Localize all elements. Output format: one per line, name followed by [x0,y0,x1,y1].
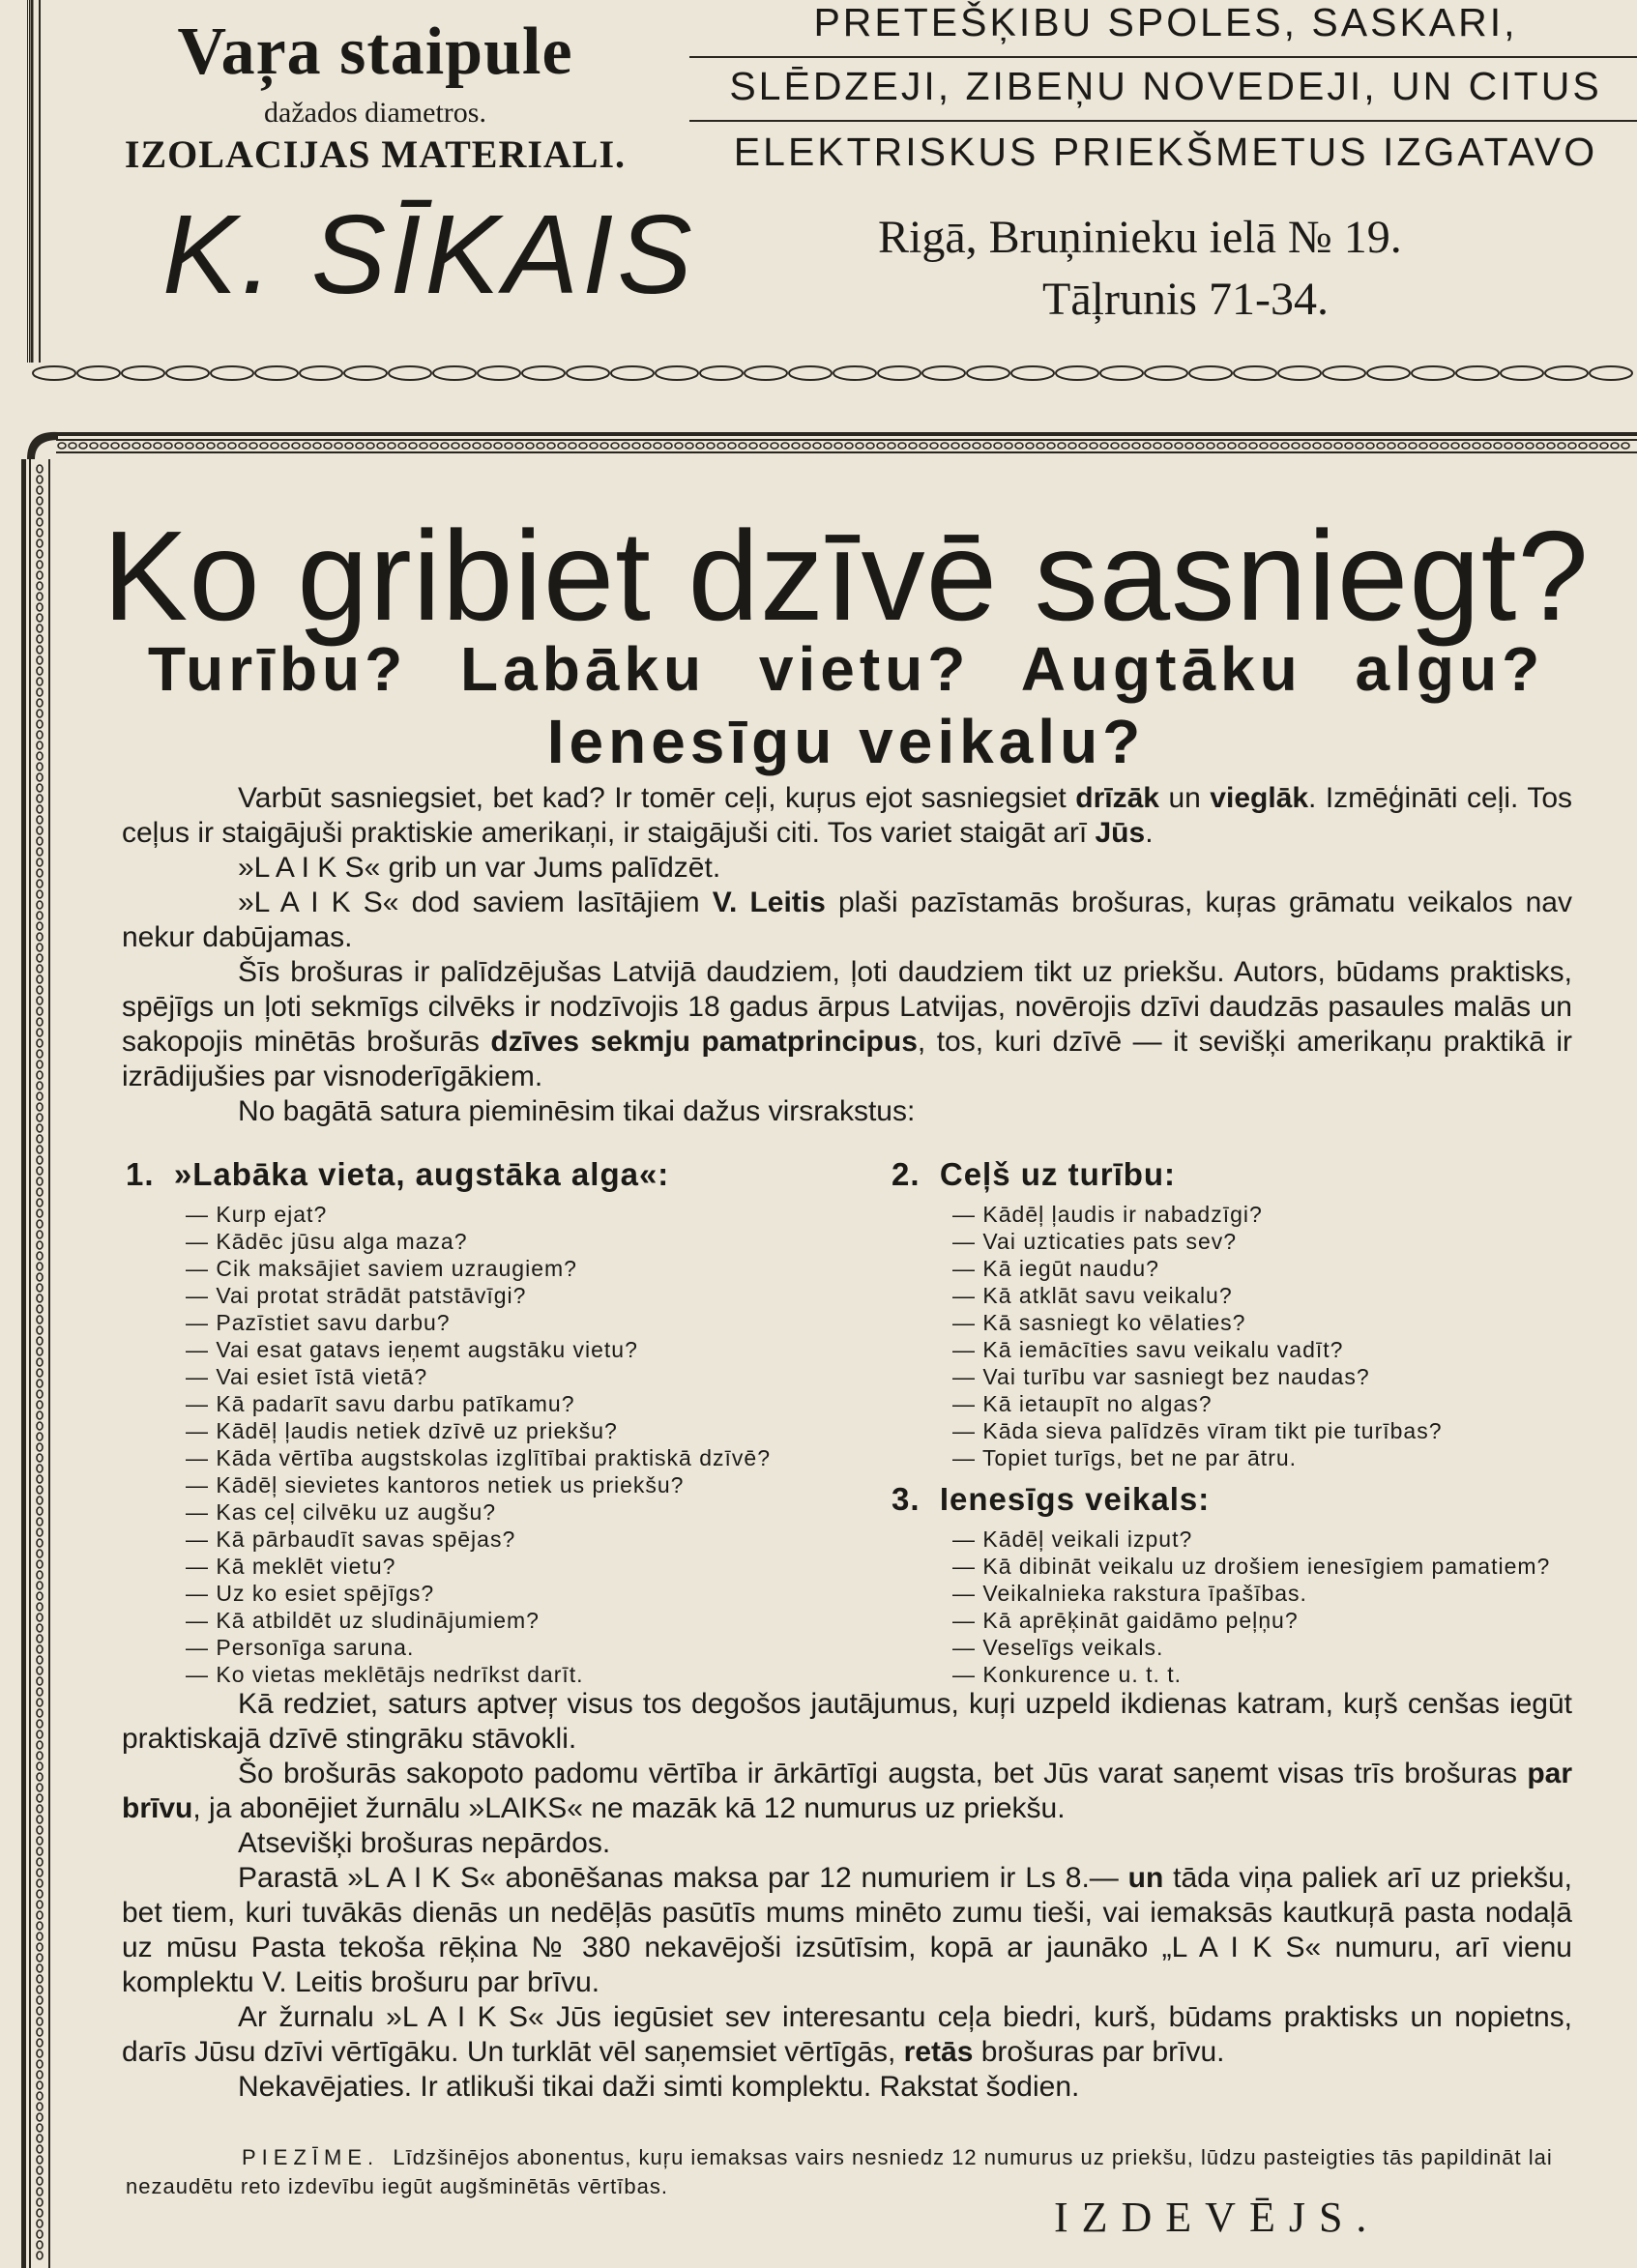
list-item: — Vai protat strādāt patstāvīgi? [186,1282,771,1309]
note-label: PIEZĪME. [242,2145,380,2169]
list-item: — Cik maksājiet saviem uzraugiem? [186,1255,771,1282]
section-3-list [952,1526,1550,1688]
electrical-advertisement [27,0,1632,360]
closing-paragraph-1: Kā redziet, saturs aptveŗ visus tos degošos jautājumus, kuŗi uzpeld ikdienas katram, kuŗš cenšas iegūt praktiskajā dzīvē stingrāku stāvokli. [122,1688,1572,1755]
company-phone: Tāļrunis 71-34. [1042,274,1329,325]
closing-paragraph-3: Atsevišķi brošuras nepārdos. [238,1827,611,1859]
list-item: — Kā padarīt savu darbu patīkamu? [186,1390,771,1417]
section-3-heading: 3. Ienesīgs veikals: [892,1481,1211,1517]
list-item: — Vai uzticaties pats sev? [952,1228,1443,1255]
left-ornamental-rule [19,430,58,2268]
intro-paragraph-3: »L A I K S« dod saviem lasītājiem V. Leitis plaši pazīstamās brošuras, kuŗas grāmatu veikalos nav nekur dabūjamas. [122,887,1572,953]
intro-paragraph-4: Šīs brošuras ir palīdzējušas Latvijā daudziem, ļoti daudziem tikt uz priekšu. Autors, būdams praktisks, spējīgs un ļoti sekmīgs cilvēks ir nodzīvojis 18 gadus ārpus Latvijas, novērojis dzīvi daudzās pasaules malās un sakopojis minētās brošurās dzīves sekmju pamatprincipus, tos, kuri dzīvē — it sevišķi amerikaņu praktikā ir izrādijušies par visnoderīgākiem. [122,956,1572,1092]
ad-divider-1 [689,56,1637,58]
ad-line-2: SLĒDZEJI, ZIBEŅU NOVEDEJI, UN CITUS [729,64,1602,108]
intro-text [122,781,1572,1129]
note-text: Līdzšinējos abonentus, kuŗu iemaksas vairs nesniedz 12 numurus uz priekšu, lūdzu pasteigties tās papildināt lai nezaudētu reto izdevību iegūt augšminētās vērtības. [126,2145,1553,2198]
ad-left-border [27,0,42,363]
intro-paragraph-2: »L A I K S« grib un var Jums palīdzēt. [238,852,721,884]
publisher-signature: IZDEVĒJS. [1054,2194,1381,2241]
list-item: — Kādēļ veikali izput? [952,1526,1550,1553]
list-item: — Kādēļ ļaudis netiek dzīvē uz priekšu? [186,1417,771,1444]
section-2-list [952,1201,1443,1471]
closing-paragraph-2: Šo brošurās sakopoto padomu vērtība ir ārkārtīgi augsta, bet Jūs varat saņemt visas trīs brošuras par brīvu, ja abonējiet žurnālu »LAIKS« ne mazāk kā 12 numurus uz priekšu. [122,1758,1572,1824]
list-item: — Vai esat gatavs ieņemt augstāku vietu? [186,1336,771,1363]
list-item: — Kā meklēt vietu? [186,1553,771,1580]
list-item: — Kā dibināt veikalu uz drošiem ienesīgiem pamatiem? [952,1553,1550,1580]
subheadline-2: Ienesīgu veikalu? [546,707,1146,776]
closing-paragraph-4: Parastā »L A I K S« abonēšanas maksa par 12 numuriem ir Ls 8.— un tāda viņa paliek arī uz priekšu, bet tiem, kuri tuvākās dienās un nedēļās pasūtīs mums minēto zumu tieši, vai iemaksās kautkuŗā pasta nodaļā uz mūsu Pasta tekoša rēķina № 380 nekavējoši izsūtīsim, kopā ar jaunāko „L A I K S« numuru, arī vienu komplektu V. Leitis brošuru par brīvu. [122,1862,1572,1998]
list-item: — Uz ko esiet spējīgs? [186,1580,771,1607]
list-item: — Ko vietas meklētājs nedrīkst darīt. [186,1661,771,1688]
list-item: — Pazīstiet savu darbu? [186,1309,771,1336]
section-1-list [186,1201,771,1688]
list-item: — Vai turību var sasniegt bez naudas? [952,1363,1443,1390]
list-item: — Kurp ejat? [186,1201,771,1228]
closing-paragraph-6: Nekavējaties. Ir atlikuši tikai daži simti komplektu. Rakstat šodien. [238,2071,1080,2103]
list-item: — Kā pārbaudīt savas spējas? [186,1526,771,1553]
list-item: — Topiet turīgs, bet ne par ātru. [952,1444,1443,1471]
subheadline-1: Turību? Labāku vietu? Augtāku algu? [147,634,1545,704]
section-2-heading: 2. Ceļš uz turību: [892,1156,1177,1192]
list-item: — Konkurence u. t. t. [952,1661,1550,1688]
ad-line-3: ELEKTRISKUS PRIEKŠMETUS IZGATAVO [733,130,1598,174]
list-item: — Kādēc jūsu alga maza? [186,1228,771,1255]
list-item: — Kā sasniegt ko vēlaties? [952,1309,1443,1336]
closing-text [122,1687,1572,2105]
list-item: — Kāda vērtība augstskolas izglītībai praktiskā dzīvē? [186,1444,771,1471]
list-item: — Veikalnieka rakstura īpašības. [952,1580,1550,1607]
list-item: — Kā ietaupīt no algas? [952,1390,1443,1417]
intro-paragraph-1: Varbūt sasniegsiet, bet kad? Ir tomēr ceļi, kuŗus ejot sasniegsiet drīzāk un vieglāk. Izmēģināti ceļi. Tos ceļus ir staigājuši praktiskie amerikaņi, ir staigājuši citi. Tos variet staigāt arī Jūs. [122,782,1573,849]
ad-divider-2 [689,120,1637,122]
product-title: Vaŗa staipule [177,15,573,89]
list-item: — Kas ceļ cilvēku uz augšu? [186,1498,771,1526]
list-item: — Kāda sieva palīdzēs vīram tikt pie turības? [952,1417,1443,1444]
list-item: — Kādēļ ļaudis ir nabadzīgi? [952,1201,1443,1228]
company-address: Rigā, Bruņinieku ielā № 19. [878,212,1402,263]
list-item: — Kā iegūt naudu? [952,1255,1443,1282]
list-item: — Kā aprēķināt gaidāmo peļņu? [952,1607,1550,1634]
list-item: — Vai esiet īstā vietā? [186,1363,771,1390]
ad-bottom-chain-border [27,360,1637,387]
product-subtitle: dažados diametros. [264,97,486,129]
materials-label: IZOLACIJAS MATERIALI. [124,132,627,176]
list-item: — Kā atklāt savu veikalu? [952,1282,1443,1309]
top-ornamental-rule [56,430,1637,459]
section-1-heading: 1. »Labāka vieta, augstāka alga«: [126,1156,670,1192]
closing-paragraph-5: Ar žurnalu »L A I K S« Jūs iegūsiet sev interesantu ceļa biedri, kurš, būdams praktisks un nopietns, darīs Jūsu dzīvi vērtīgāku. Un turklāt vēl saņemsiet vērtīgās, retās brošuras par brīvu. [122,2001,1572,2068]
list-item: — Kādēļ sievietes kantoros netiek us priekšu? [186,1471,771,1498]
company-name: K. SĪKAIS [162,191,696,317]
main-headline: Ko gribiet dzīvē sasniegt? [102,505,1590,647]
list-item: — Veselīgs veikals. [952,1634,1550,1661]
intro-paragraph-5: No bagātā satura pieminēsim tikai dažus virsrakstus: [238,1095,916,1127]
ad-line-1: PRETEŠĶIBU SPOLES, SASKARI, [813,0,1518,44]
list-item: — Personīga saruna. [186,1634,771,1661]
list-item: — Kā iemācīties savu veikalu vadīt? [952,1336,1443,1363]
list-item: — Kā atbildēt uz sludinājumiem? [186,1607,771,1634]
